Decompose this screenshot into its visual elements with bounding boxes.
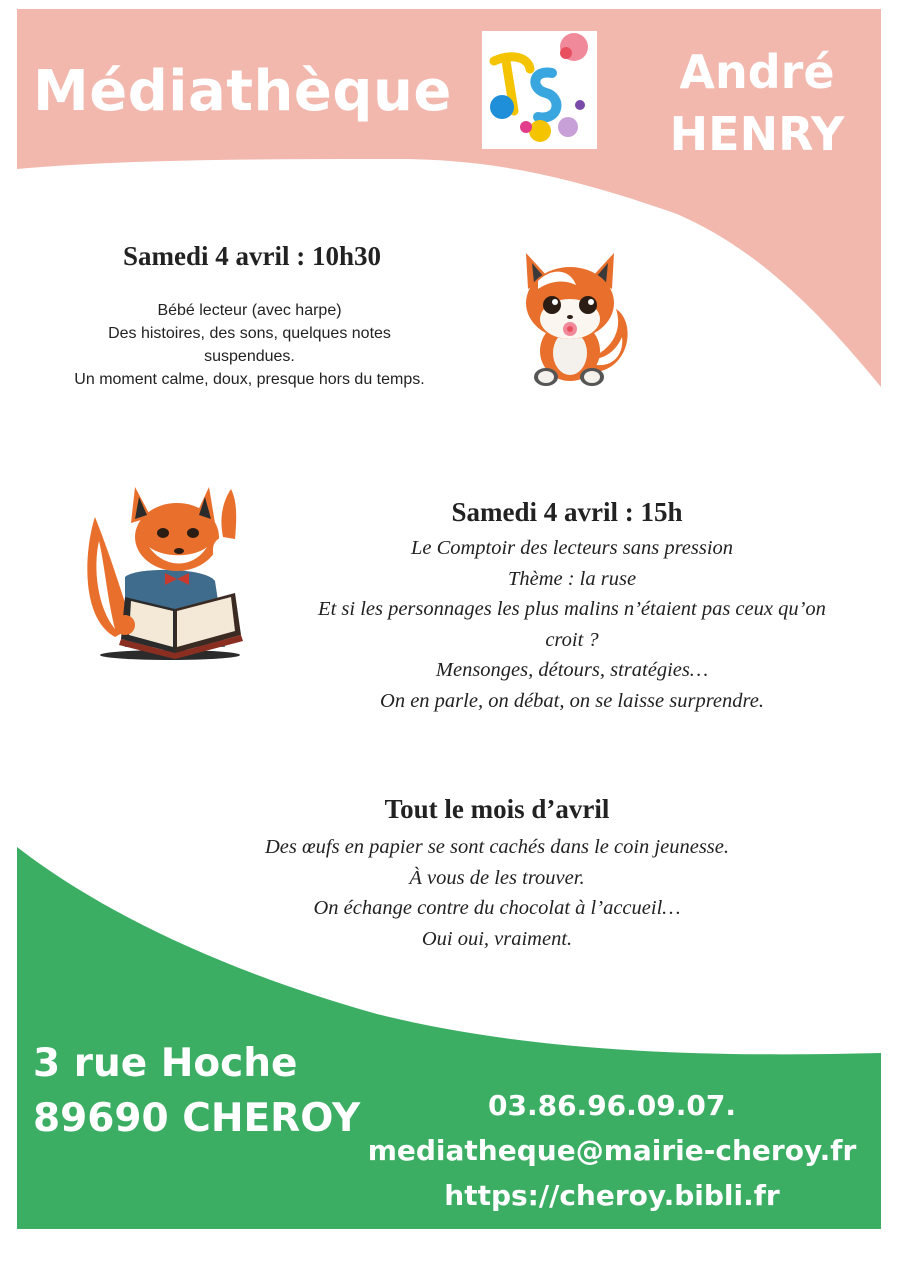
website-link[interactable]: https://cheroy.bibli.fr <box>444 1179 780 1212</box>
title-right-line2: HENRY <box>669 107 845 161</box>
event2-line: On en parle, on débat, on se laisse surprendre. <box>380 689 764 712</box>
event2-line: croit ? <box>545 628 599 651</box>
address-city: 89690 CHEROY <box>33 1096 361 1141</box>
event3-heading: Tout le mois d’avril <box>384 794 610 824</box>
event2-heading: Samedi 4 avril : 15h <box>451 497 683 527</box>
page-title: Médiathèque <box>33 59 452 124</box>
event2-line: Thème : la ruse <box>507 567 637 590</box>
reading-fox-icon <box>85 477 265 662</box>
event3-line: Oui oui, vraiment. <box>421 927 573 950</box>
event2-line: Mensonges, détours, stratégies… <box>435 659 709 681</box>
event1-line: Bébé lecteur (avec harpe) <box>157 302 342 319</box>
event1-line: Un moment calme, doux, presque hors du temps. <box>74 371 425 388</box>
mediatheque-logo-icon <box>482 31 597 149</box>
event2-line: Et si les personnages les plus malins n’étaient pas ceux qu’on <box>318 598 826 620</box>
event3-line: On échange contre du chocolat à l’accueil… <box>313 897 681 919</box>
event2-description <box>287 533 857 716</box>
phone-number[interactable]: 03.86.96.09.07. <box>487 1089 736 1122</box>
email-link[interactable]: mediatheque@mairie-cheroy.fr <box>367 1134 857 1167</box>
contact-info <box>347 1083 877 1218</box>
address-street: 3 rue Hoche <box>33 1041 298 1086</box>
event3-line: Des œufs en papier se sont cachés dans le coin jeunesse. <box>264 836 729 858</box>
event3-description <box>187 832 807 954</box>
event1-line: suspendues. <box>204 348 295 365</box>
title-right-line1: André <box>679 45 835 99</box>
title-right <box>657 41 857 165</box>
address <box>33 1036 360 1146</box>
event2-line: Le Comptoir des lecteurs sans pression <box>410 537 734 559</box>
event1-description <box>42 299 457 391</box>
event1-line: Des histoires, des sons, quelques notes <box>108 325 391 342</box>
event1-heading: Samedi 4 avril : 10h30 <box>122 241 381 271</box>
baby-fox-icon <box>512 241 642 391</box>
flyer-page <box>17 9 881 1229</box>
event3-line: À vous de les trouver. <box>409 866 585 889</box>
